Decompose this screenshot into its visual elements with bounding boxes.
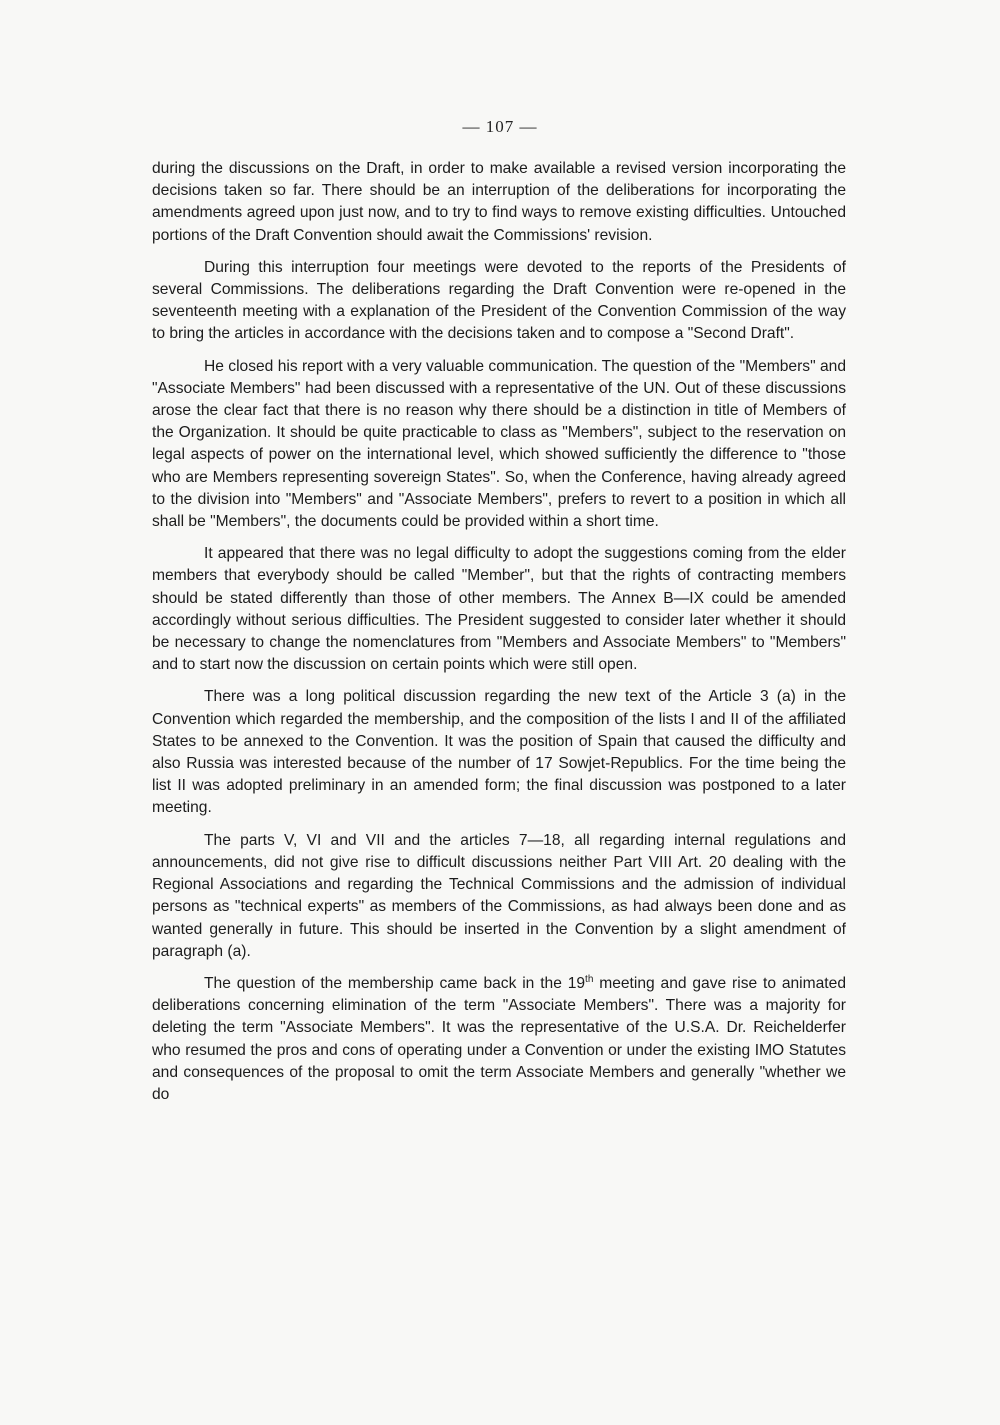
paragraph-3: He closed his report with a very valuable communication. The question of the "Members" and "Associate Members" had been discussed with a representative of the UN. Out of these discussions arose the clear fact that there is no reason why there should be a distinction in title of Members of the Organization. It should be quite practicable to class as "Members", subject to the reservation on legal aspects of power on the international level, which showed sufficiently the difference to "those who are Members representing sovereign States". So, when the Conference, having already agreed to the division into "Members" and "Associate Members", prefers to revert to a position in which all shall be "Members", the documents could be provided within a short time. xyxy=(152,357,846,531)
paragraph-2: During this interruption four meetings were devoted to the reports of the Presidents of several Commissions. The deliberations regarding the Draft Convention were re-opened in the seventeenth meeting with a explanation of the President of the Convention Commission of the way to bring the articles in accordance with the decisions taken and to compose a "Second Draft". xyxy=(152,258,846,343)
body-text xyxy=(152,158,846,1116)
paragraph-6: The parts V, VI and VII and the articles 7—18, all regarding internal regulations and announcements, did not give rise to difficult discussions neither Part VIII Art. 20 dealing with the Regional Associations and regarding the Technical Commissions and the admission of individual persons as "technical experts" as members of the Commissions, as had always been done and as wanted generally in future. This should be inserted in the Convention by a slight amendment of paragraph (a). xyxy=(152,831,846,960)
paragraph-5: There was a long political discussion regarding the new text of the Article 3 (a) in the Convention which regarded the membership, and the composition of the lists I and II of the affiliated States to be annexed to the Convention. It was the position of Spain that caused the difficulty and also Russia was interested because of the number of 17 Sowjet-Republics. For the time being the list II was adopted preliminary in an amended form; the final discussion was postponed to a later meeting. xyxy=(152,688,846,817)
ordinal-suffix: th xyxy=(585,973,594,985)
paragraph-7-end: meeting and gave rise to animated deliberations concerning elimination of the term "Associate Members". There was a majority for deleting the term "Associate Members". It was the representative of the U.S.A. Dr. Reichelderfer who resumed the pros and cons of operating under a Convention or under the existing IMO Statutes and consequences of the proposal to omit the term Associate Members and generally "whether we do xyxy=(152,974,846,1103)
paragraph-4: It appeared that there was no legal difficulty to adopt the suggestions coming from the elder members that everybody should be called "Member", but that the rights of contracting members should be stated differently than those of other members. The Annex B—IX could be amended accordingly without serious difficulties. The President suggested to consider later whether it should be necessary to change the nomenclatures from "Members and Associate Members" to "Members" and to start now the discussion on certain points which were still open. xyxy=(152,545,846,674)
paragraph-7 xyxy=(152,973,846,1106)
page-number: — 107 — xyxy=(462,117,538,136)
paragraph-1: during the discussions on the Draft, in order to make available a revised version incorporating the decisions taken so far. There should be an interruption of the deliberations for incorporating the amendments agreed upon just now, and to try to find ways to remove existing difficulties. Untouched portions of the Draft Convention should await the Commissions' revision. xyxy=(152,160,846,244)
paragraph-7-start: The question of the membership came back in the 19 xyxy=(204,974,586,992)
